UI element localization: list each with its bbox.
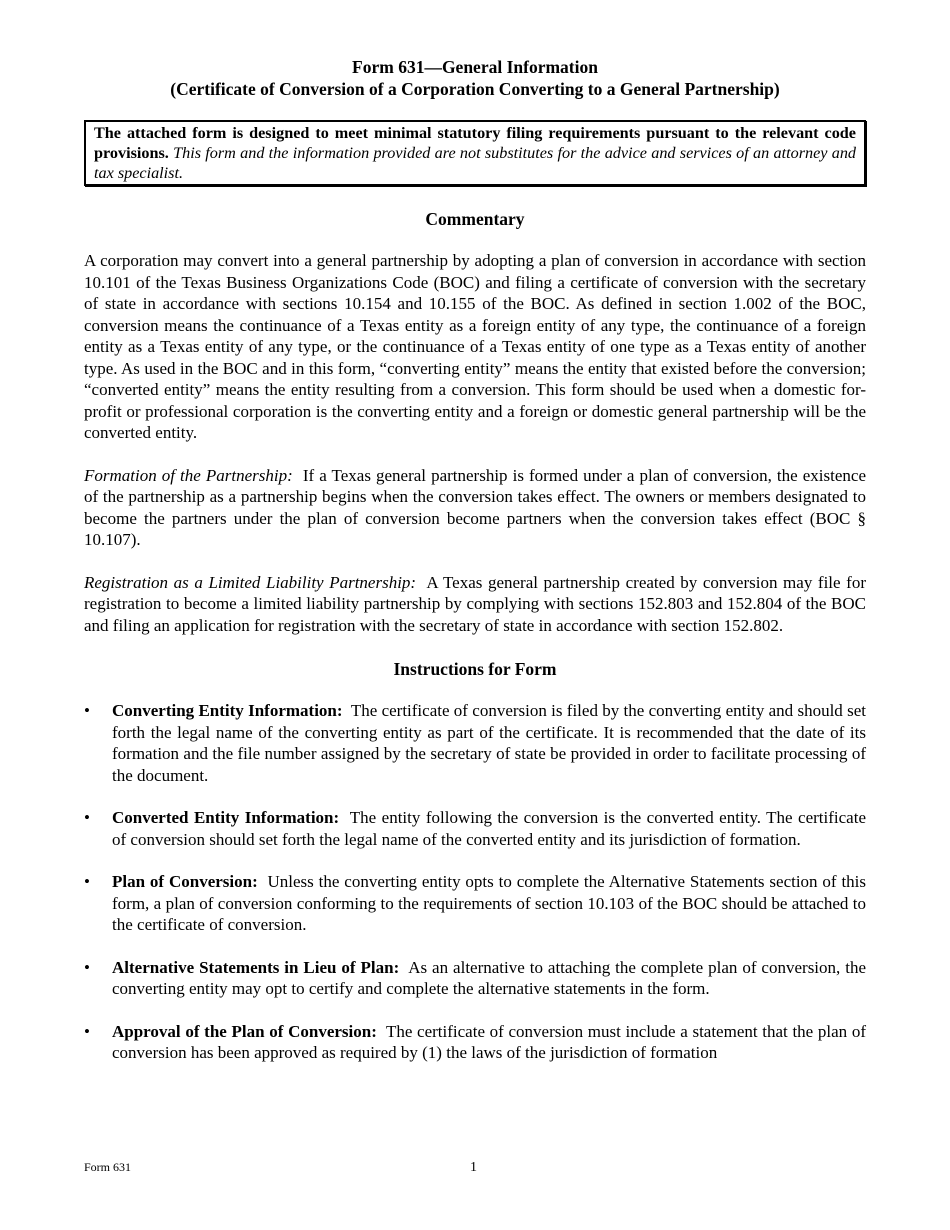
instruction-text: The certificate of conversion must include a statement that the plan of conversion has been approved as required by (1) the laws of the jurisdiction of formation [112,1021,866,1062]
instruction-label: Converting Entity Information: [112,701,343,720]
bullet-icon: • [84,1021,90,1041]
bullet-icon: • [84,808,90,827]
instructions-list [84,700,866,1064]
footer-form-label: Form 631 [84,1160,132,1174]
instructions-heading: Instructions for Form [393,659,557,679]
instruction-text: Unless the converting entity opts to complete the Alternative Statements section of this form, a plan of conversion conforming to the requirements of section 10.103 of the BOC should be attached to the certificate of conversion. [112,872,867,934]
registration-label: Registration as a Limited Liability Partnership: [84,572,417,592]
instruction-label: Approval of the Plan of Conversion: [112,1021,377,1041]
instruction-text: The entity following the conversion is the converted entity. The certificate of conversion should set forth the legal name of the converted entity and its jurisdiction of formation. [112,808,866,849]
instruction-item-alternative-statements [84,957,866,1000]
instruction-item-converting-entity [84,700,866,786]
instruction-label: Plan of Conversion: [112,872,258,891]
form-title: Form 631—General Information [352,57,598,77]
formation-label: Formation of the Partnership: [84,465,293,485]
instruction-label: Converted Entity Information: [112,808,340,827]
disclaimer-bold-text: The attached form is designed to meet minimal statutory filing requirements pursuant to the relevant code provisions. [94,124,856,162]
form-subtitle: (Certificate of Conversion of a Corporation Converting to a General Partnership) [170,79,780,99]
bullet-icon: • [84,957,90,977]
disclaimer-box [84,120,866,186]
registration-text: A Texas general partnership created by conversion may file for registration to become a limited liability partnership by complying with sections 152.803 and 152.804 of the BOC and filing an application for registration with the secretary of state in accordance with section 152.802. [84,572,866,635]
registration-paragraph [84,572,866,637]
formation-paragraph [84,465,866,551]
formation-text: If a Texas general partnership is formed under a plan of conversion, the existence of the partnership as a partnership begins when the conversion takes effect. The owners or members designated to become the partners under the plan of conversion become partners when the conversion takes effect (BOC § 10.107). [84,465,866,549]
instruction-label: Alternative Statements in Lieu of Plan: [112,957,400,977]
instruction-text: The certificate of conversion is filed by the converting entity and should set forth the legal name of the converting entity as part of the certificate. It is recommended that the date of its formation and the file number assigned by the secretary of state be provided in order to facilitate processing of the document. [112,701,866,785]
bullet-icon: • [84,872,90,891]
commentary-heading: Commentary [425,209,525,229]
disclaimer-italic-text: This form and the information provided are not substitutes for the advice and services of an attorney and tax specialist. [94,144,857,182]
instruction-text: As an alternative to attaching the complete plan of conversion, the converting entity may opt to certify and complete the alternative statements in the form. [112,957,866,998]
commentary-paragraph: A corporation may convert into a general partnership by adopting a plan of conversion in accordance with section 10.101 of the Texas Business Organizations Code (BOC) and filing a certificate of conversion with the secretary of state in accordance with sections 10.154 and 10.155 of the BOC. As defined in section 1.002 of the BOC, conversion means the continuance of a Texas entity as a foreign entity of any type, the continuance of a foreign entity as a Texas entity of any type, or the continuance of a Texas entity of one type as a Texas entity of another type. As used in the BOC and in this form, “converting entity” means the entity that existed before the conversion; “converted entity” means the entity resulting from a conversion. This form should be used when a domestic for-profit or professional corporation is the converting entity and a foreign or domestic general partnership will be the converted entity. [84,251,866,442]
instruction-item-plan-of-conversion [84,871,866,936]
instruction-item-converted-entity [84,807,866,850]
instruction-item-approval [84,1021,866,1064]
bullet-icon: • [84,701,90,720]
page-number: 1 [470,1160,477,1175]
page-content [84,56,866,1085]
